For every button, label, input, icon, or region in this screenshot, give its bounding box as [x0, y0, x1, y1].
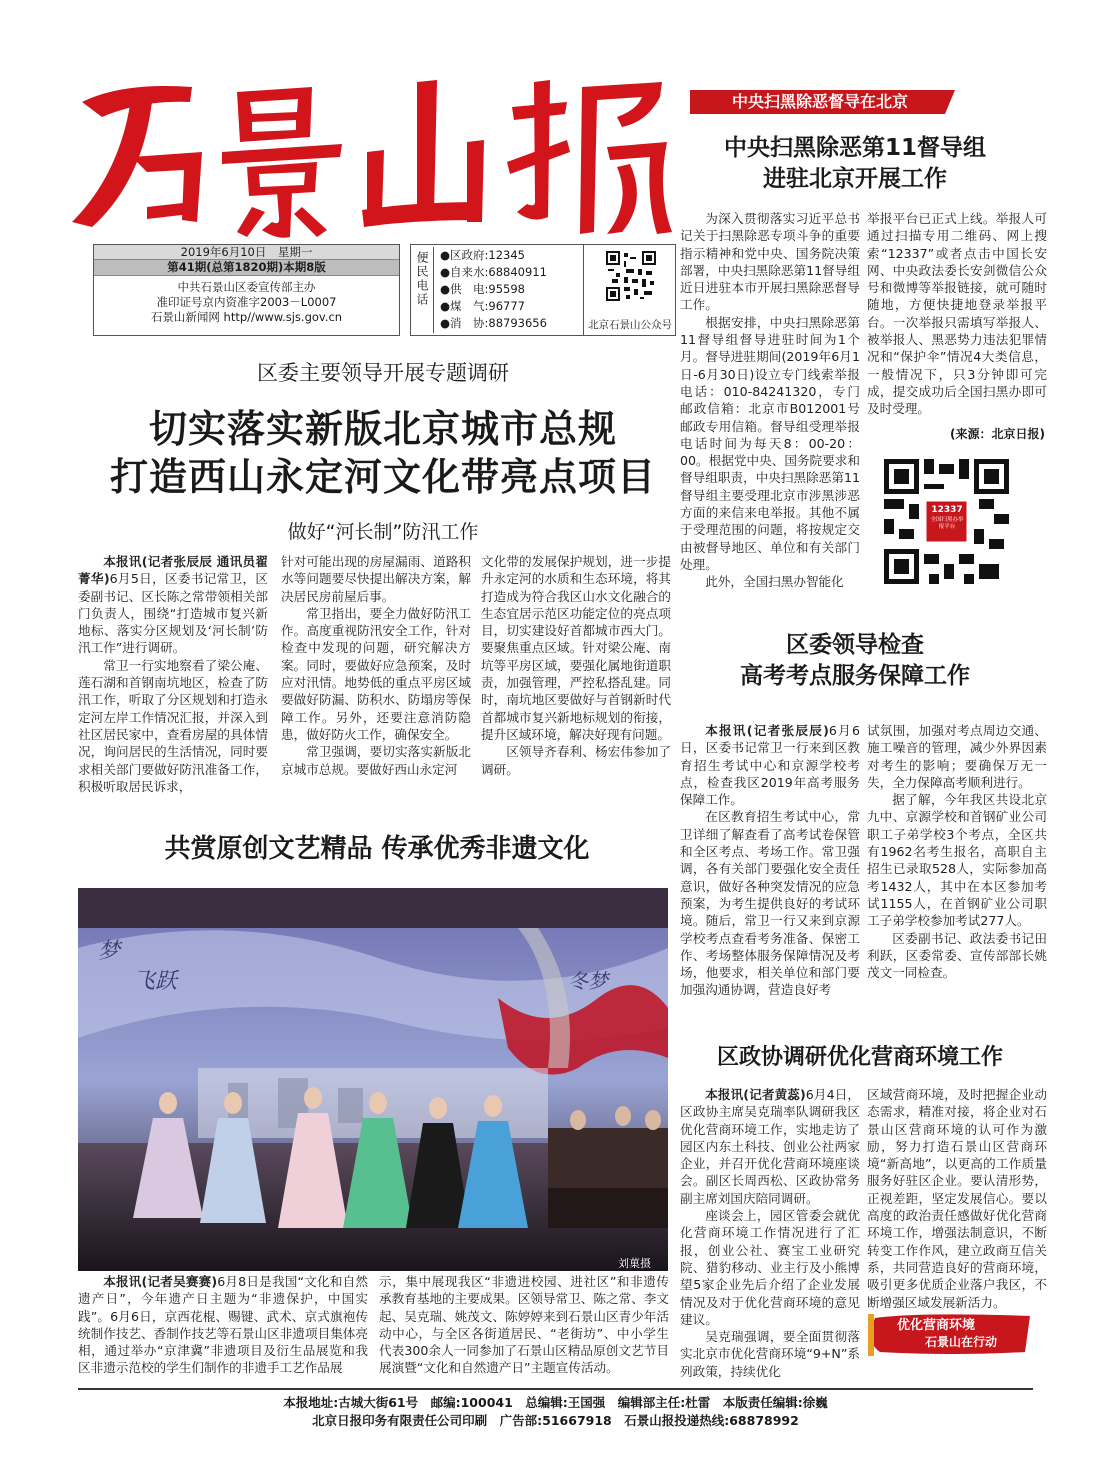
lead-paragraph: 常卫强调，要切实落实新版北京城市总规。要做好西山永定河 — [281, 744, 471, 777]
stage-text-right: 冬梦 — [568, 969, 608, 993]
sweep-paragraph: 举报平台已正式上线。举报人可通过扫描专用二维码、网上搜索“12337”或者点击中国长安网、中央政法委长安剑微信公众号和微博等举报链接，就可随时随地，方便快捷地登录举报平台。一次举报只需填写举报人、被举报人、黑恶势力违法犯罪情况和“保护伞”情况4大类信息，一般情况下，只3分钟即可完成，提交成功后全国扫黑办即可及时受理。 — [867, 211, 1047, 417]
website: 石景山新闻网 http//www.sjs.gov.cn — [150, 310, 343, 324]
lead-paragraph: 常卫一行实地察看了梁公庵、莲石湖和首钢南坑地区，检查了防汛工作，听取了分区规划和打造永定河左岸工作情况汇报，并深入到社区居民家中，查看房屋的具体情况，询问居民的生活情况，同时要求相关部门要做好防汛准备工作，积极听取居民诉求， — [78, 657, 268, 794]
article-source: (来源：北京日报) — [950, 427, 1045, 441]
sponsor: 中共石景山区委宣传部主办 — [177, 280, 316, 294]
phone-item: ●供 电:95598 — [440, 282, 525, 296]
culture-column-2 — [379, 1273, 669, 1377]
lead-headline — [78, 405, 688, 501]
report-qr-code — [884, 459, 1009, 584]
lead-headline-line2: 打造西山永定河文化带亮点项目 — [109, 455, 656, 499]
masthead-calligraphy — [62, 62, 682, 242]
lead-paragraph: 针对可能出现的房屋漏雨、道路积水等问题要尽快提出解决方案，解决居民房前屋后事。 — [281, 554, 471, 604]
exam-column-1 — [680, 722, 860, 999]
lead-byline: 本报讯(记者张辰辰 通讯员翟菁华) — [78, 554, 268, 587]
sweep-paragraph: 此外，全国扫黑办智能化 — [705, 574, 844, 590]
phone-label: 便民电话 — [415, 251, 429, 307]
cppcc-paragraph: 6月4日，区政协主席吴克瑞率队调研我区优化营商环境工作，实地走访了园区内东土科技、创业公社两家企业，并召开优化营商环境座谈会。副区长周西松、区政协常务副主席刘国庆陪同调研。 — [680, 1087, 860, 1206]
sweep-paragraph: 为深入贯彻落实习近平总书记关于扫黑除恶专项斗争的重要指示精神和党中央、国务院决策部署，中央扫黑除恶第11督导组近日进驻本市开展扫黑除恶督导工作。 — [680, 211, 860, 313]
footer-line-2: 北京日报印务有限责任公司印刷 广告部:51667918 石景山报投递热线:68878992 — [312, 1413, 799, 1428]
lead-paragraph: 6月5日，区委书记常卫，区委副书记、区长陈之常带领相关部门负责人，围绕“打造城市复兴新地标、落实分区规划及‘河长制’防汛工作”进行调研。 — [78, 571, 268, 656]
exam-headline-line1: 区委领导检查 — [786, 632, 924, 658]
culture-byline: 本报讯(记者吴赛赛) — [103, 1274, 218, 1289]
cppcc-column-1 — [680, 1086, 860, 1380]
issue-date: 2019年6月10日 星期一 — [94, 245, 399, 260]
lead-column-2 — [281, 553, 471, 778]
cppcc-paragraph: 区域营商环境，及时把握企业动态需求，精准对接，将企业对石景山区营商环境的认可作为激励，努力打造石景山区营商环境“新高地”，以更高的工作质量服务好驻区企业。要认清形势，正视差距，坚定发展信心。要以高度的政治责任感做好优化营商环境工作，增强法制意识，不断转变工作作风，建立政商互信关系，共同营造良好的营商环境，吸引更多优质企业落户我区，不断增强区域发展新活力。 — [867, 1087, 1047, 1310]
sweep-column-2 — [867, 210, 1047, 418]
cppcc-paragraph: 吴克瑞强调，要全面贯彻落实北京市优化营商环境“9+N”系列政策，持续优化 — [680, 1329, 860, 1379]
exam-headline — [690, 630, 1020, 692]
phone-box — [410, 244, 676, 336]
exam-paragraph: 试氛围，加强对考点周边交通、施工噪音的管理，减少外界因素对考生的影响；要确保万无一失，全力保障高考顺利进行。 — [867, 723, 1047, 790]
stage-photo-illustration — [78, 888, 668, 1271]
culture-paragraph: 示，集中展现我区“非遗进校园、进社区”和非遗传承教育基地的主要成果。区领导常卫、陈之常、李文起、吴克瑞、姚茂文、陈婷婷来到石景山区青少年活动中心，与全区各街道居民、“老街坊”、中小学生代表300余人一同参加了石景山区精品原创文艺节目展演暨“文化和自然遗产日”主题宣传活动。 — [379, 1274, 669, 1376]
lead-column-1 — [78, 553, 268, 795]
cppcc-paragraph: 座谈会上，园区管委会就优化营商环境工作情况进行了汇报，创业公社、赛宝工业研究院、猎豹移动、业主行及小熊博望5家企业先后介绍了企业发展情况及对于优化营商环境的意见建议。 — [680, 1208, 860, 1327]
footer-divider — [78, 1388, 1033, 1390]
exam-byline: 本报讯(记者张辰辰) — [705, 723, 829, 738]
qr-code-icon — [606, 251, 656, 301]
section-banner: 中央扫黑除恶督导在北京 — [731, 92, 908, 111]
masthead-logo — [62, 62, 682, 242]
stamp-text-2: 石景山在行动 — [925, 1335, 998, 1349]
cppcc-column-2 — [867, 1086, 1047, 1311]
permit-number: 准印证号京内资准字2003－L0007 — [156, 295, 337, 309]
issue-info-box — [93, 244, 400, 336]
exam-headline-line2: 高考考点服务保障工作 — [740, 663, 970, 689]
footer-line-1: 本报地址:古城大街61号 邮编:100041 总编辑:王国强 编辑部主任:杜雷 本版责任编辑:徐巍 — [283, 1395, 828, 1410]
lead-headline-line1: 切实落实新版北京城市总规 — [148, 407, 617, 451]
sweep-headline-line1: 中央扫黑除恶第11督导组 — [723, 135, 986, 161]
phone-list — [433, 247, 585, 333]
sweep-headline-line2: 进驻北京开展工作 — [763, 166, 947, 192]
lead-paragraph: 文化带的发展保护规划，进一步提升永定河的水质和生态环境，将其打造成为符合我区山水文化融合的生态宜居示范区功能定位的亮点项目，切实建设好首都城市西大门。要聚焦重点区域。针对梁公庵、南坑等平房区域，要强化属地街道职责，加强管理，严控私搭乱建。同时，南坑地区要做好与首钢新时代首都城市复兴新地标规划的衔接，提升区域环境，解决好现有问题。 — [481, 554, 671, 742]
photo-credit: 刘菓摄 — [618, 1257, 651, 1270]
exam-column-2 — [867, 722, 1047, 981]
stamp-text-1: 优化营商环境 — [897, 1318, 976, 1333]
qr-center-label: 12337 — [931, 505, 963, 515]
culture-paragraph: 6月8日是我国“文化和自然遗产日”，今年遗产日主题为“非遗保护，中国实践”。6月6日，京西花棍、赐键、武术、京式旗袍传统制作技艺、香制作技艺等石景山区非遗项目集体亮相，通过举办“京津冀”非遗项目及衍生品展览和我区非遗示范校的学生们制作的非遗手工艺作品展 — [78, 1274, 368, 1376]
performance-photo — [78, 888, 668, 1271]
cppcc-headline: 区政协调研优化营商环境工作 — [716, 1045, 1003, 1070]
culture-column-1 — [78, 1273, 368, 1377]
stage-text-left: 梦 — [98, 939, 121, 964]
culture-headline: 共赏原创文艺精品 传承优秀非遗文化 — [164, 834, 590, 864]
wechat-qr — [583, 245, 676, 335]
exam-paragraph: 在区教育招生考试中心，常卫详细了解查看了高考试卷保管和全区考点、考场工作。常卫强调，各有关部门要强化安全责任意识，做好各种突发情况的应急预案，为考生提供良好的考试环境。随后，常卫一行又来到京源学校考点查看考务准备、保密工作、考场整体服务保障情况及考场，他要求，相关单位和部门要加强沟通协调，营造良好考 — [680, 809, 860, 998]
sweep-headline — [690, 133, 1020, 195]
sweep-paragraph: 根据安排，中央扫黑除恶第11督导组督导进驻时间为1个月。督导进驻期间(2019年6月1日-6月30日)设立专门线索举报电话：010-84241320，专门邮政信箱：北京市B012001号邮政专用信箱。督导组受理举报电话时间为每天8：00-20：00。根据党中央、国务院要求和督导组职责，中央扫黑除恶第11督导组主要受理北京市涉黑涉恶方面的来信来电举报。其他不属于受理范围的问题，将按规定交由被督导地区、单位和有关部门处理。 — [680, 314, 860, 572]
qr-center-sub: 全国扫黑办举报平台 — [930, 517, 964, 530]
lead-column-3 — [481, 553, 671, 778]
issue-number: 第41期(总第1820期)本期8版 — [94, 260, 399, 276]
lead-kicker: 区委主要领导开展专题调研 — [257, 361, 509, 385]
lead-paragraph: 常卫指出，要全力做好防汛工作。高度重视防汛安全工作，针对检查中发现的问题，研究解决方案。同时，要做好应急预案，及时应对汛情。地势低的重点平房区域要做好防漏、防积水、防塌房等保障工作。另外，还要注意消防隐患，做好防火工作，确保安全。 — [281, 605, 471, 742]
lead-paragraph: 区领导齐春利、杨宏伟参加了调研。 — [481, 744, 671, 777]
stage-text-mid: 飞跃 — [133, 969, 178, 994]
exam-paragraph: 区委副书记、政法委书记田利跃，区委常委、宣传部部长姚茂文一同检查。 — [867, 930, 1047, 981]
phone-item: ●消 协:88793656 — [440, 316, 547, 330]
cppcc-byline: 本报讯(记者黄蕊) — [705, 1087, 806, 1102]
phone-item: ●煤 气:96777 — [440, 299, 525, 313]
exam-paragraph: 6月6日，区委书记常卫一行来到区教育招生考试中心和京源学校考点，检查我区2019年高考服务保障工作。 — [680, 723, 860, 808]
lead-subhead: 做好“河长制”防汛工作 — [287, 521, 479, 543]
phone-item: ●自来水:68840911 — [440, 265, 547, 279]
sweep-column-1 — [680, 210, 860, 591]
qr-caption: 北京石景山公众号 — [588, 319, 672, 331]
phone-item: ●区政府:12345 — [440, 248, 525, 262]
exam-paragraph: 据了解，今年我区共设北京九中、京源学校和首钢矿业公司职工子弟学校3个考点，全区共有1962名考生报名，高职自主招生已录取528人，实际参加高考1432人，其中在本区参加考试1155人，在首钢矿业公司职工子弟学校参加考试277人。 — [867, 792, 1047, 929]
